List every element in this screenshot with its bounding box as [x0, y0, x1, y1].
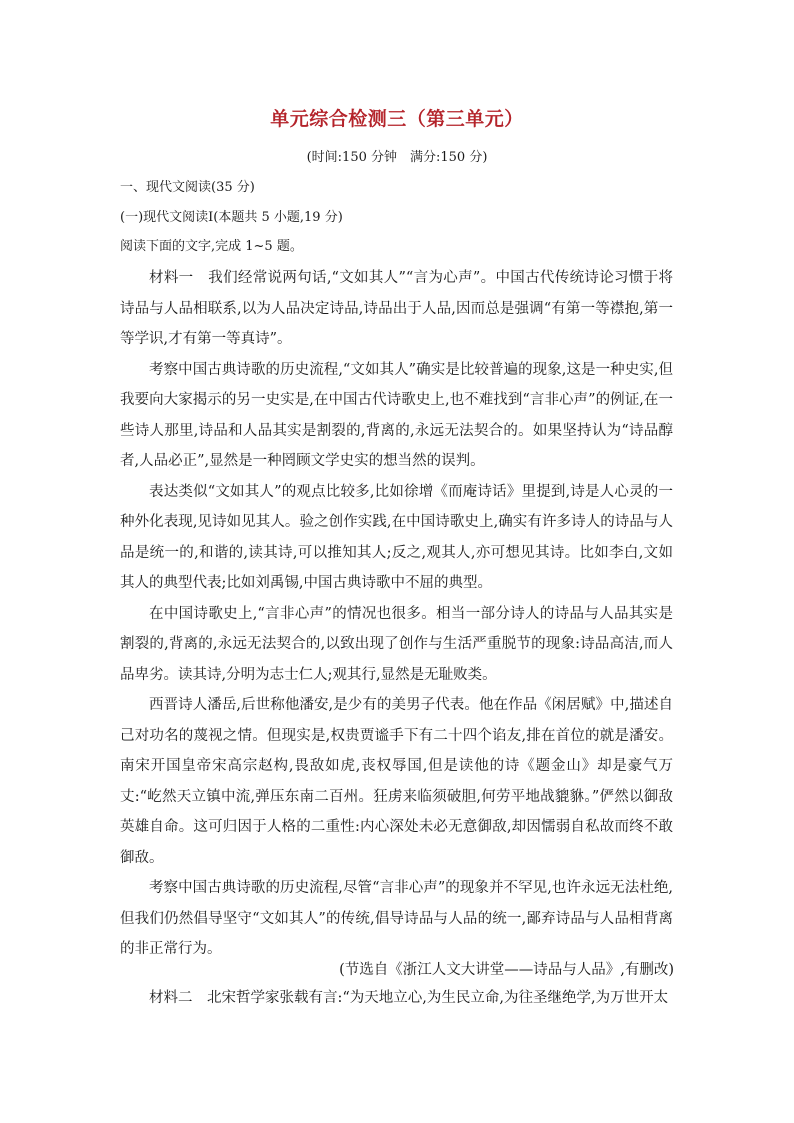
paragraph: 考察中国古典诗歌的历史流程,尽管“言非心声”的现象并不罕见,也许永远无法杜绝,但我们仍然倡导坚守“文如其人”的传统,倡导诗品与人品的统一,鄙弃诗品与人品相背离的非正常行为。 — [120, 880, 673, 957]
article-body-continued — [120, 983, 673, 1014]
exam-time-score: (时间:150 分钟 满分:150 分) — [306, 150, 488, 165]
source-citation: (节选自《浙江人文大讲堂——诗品与人品》,有删改) — [339, 962, 674, 978]
paragraph: 表达类似“文如其人”的观点比较多,比如徐增《而庵诗话》里提到,诗是人心灵的一种外化表现,见诗如见其人。验之创作实践,在中国诗歌史上,确实有许多诗人的诗品与人品是统一的,和谐的,读其诗,可以推知其人;反之,观其人,亦可想见其诗。比如李白,文如其人的典型代表;比如刘禹锡,中国古典诗歌中不屈的典型。 — [120, 483, 673, 591]
paragraph: 材料一 我们经常说两句话,“文如其人”“言为心声”。中国古代传统诗论习惯于将诗品与人品相联系,以为人品决定诗品,诗品出于人品,因而总是强调“有第一等襟抱,第一等学识,才有第一等真诗”。 — [120, 270, 673, 347]
reading-instruction: 阅读下面的文字,完成 1~5 题。 — [120, 239, 303, 254]
paragraph: 在中国诗歌史上,“言非心声”的情况也很多。相当一部分诗人的诗品与人品其实是割裂的,背离的,永远无法契合的,以致出现了创作与生活严重脱节的现象:诗品高洁,而人品卑劣。读其诗,分明为志士仁人;观其行,显然是无耻败类。 — [120, 605, 673, 683]
document-title: 单元综合检测三（第三单元） — [270, 108, 524, 130]
sub-section-heading: (一)现代文阅读Ⅰ(本题共 5 小题,19 分) — [120, 210, 343, 225]
paragraph: 材料二 北宋哲学家张载有言:“为天地立心,为生民立命,为往圣继绝学,为万世开太 — [149, 990, 669, 1006]
article-body — [120, 263, 673, 965]
section-heading: 一、现代文阅读(35 分) — [120, 180, 255, 195]
paragraph: 西晋诗人潘岳,后世称他潘安,是少有的美男子代表。他在作品《闲居赋》中,描述自己对功名的蔑视之情。但现实是,权贵贾谧手下有二十四个谄友,排在首位的就是潘安。南宋开国皇帝宋高宗赵构,畏敌如虎,丧权辱国,但是读他的诗《题金山》却是豪气万丈:“屹然天立镇中流,弹压东南二百州。狂虏来临须破胆,何劳平地战貔貅。”俨然以御敌英雄自命。这可归因于人格的二重性:内心深处未必无意御敌,却因懦弱自私故而终不敢御敌。 — [120, 697, 673, 866]
paragraph: 考察中国古典诗歌的历史流程,“文如其人”确实是比较普遍的现象,这是一种史实,但我要向大家揭示的另一史实是,在中国古代诗歌史上,也不难找到“言非心声”的例证,在一些诗人那里,诗品和人品其实是割裂的,背离的,永远无法契合的。如果坚持认为“诗品醇者,人品必正”,显然是一种罔顾文学史实的想当然的误判。 — [120, 361, 673, 469]
